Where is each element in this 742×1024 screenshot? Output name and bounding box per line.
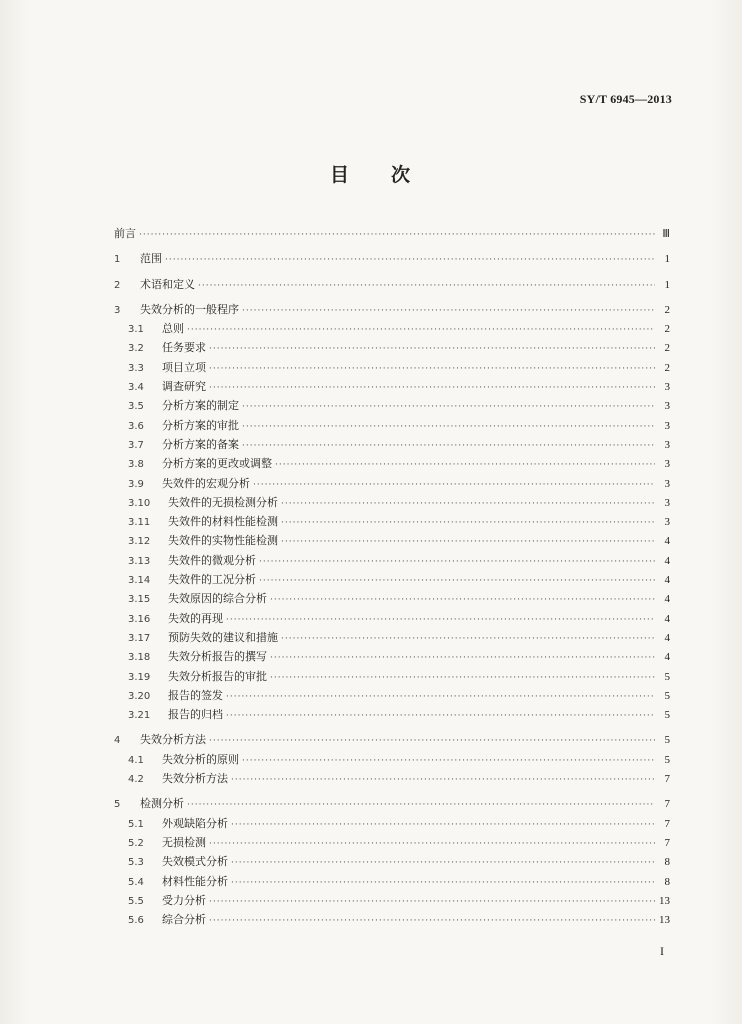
toc-leader-dots [139, 226, 655, 245]
toc-entry-page: 3 [664, 477, 670, 490]
toc-entry-label: 失效分析的一般程序 [140, 302, 239, 316]
toc-entry-number: 5 [114, 799, 121, 811]
toc-entry-number: 3.13 [128, 555, 151, 567]
toc-entry-page: 2 [664, 342, 670, 355]
toc-entry-page: 7 [664, 798, 670, 811]
toc-entry[interactable] [114, 474, 670, 493]
title-char-1: 目 [329, 164, 351, 186]
toc-leader-dots [242, 418, 655, 437]
toc-entry-page: 2 [664, 323, 670, 336]
toc-entry-number: 3.4 [128, 382, 144, 394]
toc-entry-label: 预防失效的建议和措施 [168, 630, 278, 644]
toc-entry[interactable] [114, 319, 670, 338]
toc-entry-page: 5 [664, 670, 670, 683]
toc-leader-dots [270, 669, 655, 688]
toc-entry-page: 5 [664, 709, 670, 722]
toc-leader-dots [209, 379, 655, 398]
toc-entry-label: 受力分析 [162, 893, 206, 907]
toc-entry-label: 材料性能分析 [162, 874, 228, 888]
toc-entry-number: 3.17 [128, 632, 151, 644]
toc-entry[interactable] [114, 416, 670, 435]
toc-entry-label: 项目立项 [162, 360, 206, 374]
toc-leader-dots [242, 437, 655, 456]
toc-entry-page: 4 [664, 535, 670, 548]
toc-leader-dots [275, 456, 655, 475]
toc-entry[interactable] [114, 705, 670, 724]
toc-entry-label: 调查研究 [162, 380, 206, 394]
toc-entry-page: 3 [664, 381, 670, 394]
toc-leader-dots [259, 572, 655, 591]
toc-entry[interactable] [114, 769, 670, 788]
toc-leader-dots [209, 732, 655, 751]
toc-entry-page: 3 [664, 419, 670, 432]
toc-entry[interactable] [114, 794, 670, 813]
page-number: I [660, 944, 664, 958]
page-title [0, 160, 742, 187]
toc-entry[interactable] [114, 852, 670, 871]
toc-entry-page: 4 [664, 651, 670, 664]
toc-entry[interactable] [114, 249, 670, 268]
toc-entry-number: 5.5 [128, 895, 144, 907]
toc-entry-page: 3 [664, 516, 670, 529]
toc-entry-number: 3.7 [128, 439, 144, 451]
toc-entry[interactable] [114, 300, 670, 319]
toc-leader-dots [270, 649, 655, 668]
toc-entry-number: 3.8 [128, 459, 144, 471]
toc-entry[interactable] [114, 435, 670, 454]
toc-entry-page: 4 [664, 593, 670, 606]
toc-entry[interactable] [114, 872, 670, 891]
toc-leader-dots [226, 688, 655, 707]
toc-leader-dots [198, 277, 655, 296]
toc-leader-dots [270, 591, 655, 610]
toc-leader-dots [187, 321, 655, 340]
toc-entry-label: 失效件的材料性能检测 [168, 515, 278, 529]
toc-entry-page: 4 [664, 574, 670, 587]
toc-entry-label: 前言 [114, 227, 136, 240]
toc-entry-page: 4 [664, 612, 670, 625]
toc-entry-label: 失效件的无损检测分析 [168, 495, 278, 509]
toc-entry-label: 失效件的微观分析 [168, 553, 256, 567]
table-of-contents [114, 224, 670, 929]
toc-entry-number: 3.3 [128, 362, 144, 374]
toc-entry-number: 3.16 [128, 613, 151, 625]
toc-entry[interactable] [114, 589, 670, 608]
toc-leader-dots [209, 835, 655, 854]
toc-leader-dots [242, 752, 655, 771]
toc-entry[interactable] [114, 570, 670, 589]
toc-entry-label: 分析方案的备案 [162, 437, 239, 451]
toc-entry-label: 范围 [140, 252, 162, 266]
toc-entry-label: 失效的再现 [168, 611, 223, 625]
toc-entry-label: 无损检测 [162, 835, 206, 849]
toc-entry-number: 5.1 [128, 818, 144, 830]
toc-entry-label: 分析方案的审批 [162, 418, 239, 432]
toc-entry-label: 报告的签发 [168, 688, 223, 702]
toc-leader-dots [242, 398, 655, 417]
toc-entry-number: 5.2 [128, 837, 144, 849]
toc-entry-number: 4.1 [128, 754, 144, 766]
toc-leader-dots [259, 553, 655, 572]
toc-entry[interactable] [114, 910, 670, 929]
toc-entry[interactable] [114, 224, 670, 243]
toc-entry-label: 分析方案的制定 [162, 399, 239, 413]
toc-entry-page: Ⅲ [662, 228, 670, 240]
toc-leader-dots [281, 533, 655, 552]
toc-entry-label: 总则 [162, 322, 184, 336]
toc-entry-number: 4.2 [128, 774, 144, 786]
toc-entry-number: 3.18 [128, 652, 151, 664]
toc-entry[interactable] [114, 609, 670, 628]
toc-entry[interactable] [114, 730, 670, 749]
toc-leader-dots [187, 796, 655, 815]
toc-leader-dots [231, 854, 655, 873]
toc-leader-dots [226, 707, 655, 726]
toc-entry[interactable] [114, 628, 670, 647]
toc-entry-page: 3 [664, 400, 670, 413]
toc-entry-label: 失效分析报告的撰写 [168, 650, 267, 664]
toc-entry-label: 失效分析报告的审批 [168, 669, 267, 683]
toc-entry-number: 3.10 [128, 497, 151, 509]
toc-entry-page: 2 [664, 303, 670, 316]
toc-entry-page: 5 [664, 753, 670, 766]
toc-entry-label: 术语和定义 [140, 277, 195, 291]
toc-entry-number: 3 [114, 304, 121, 316]
toc-entry-page: 2 [664, 361, 670, 374]
toc-entry-label: 失效模式分析 [162, 855, 228, 869]
toc-entry-number: 5.4 [128, 876, 144, 888]
toc-leader-dots [231, 771, 655, 790]
toc-leader-dots [209, 360, 655, 379]
toc-entry-label: 任务要求 [162, 341, 206, 355]
toc-entry-number: 3.1 [128, 324, 144, 336]
title-char-2: 次 [391, 164, 413, 186]
toc-entry-page: 7 [664, 817, 670, 830]
toc-entry-page: 7 [664, 773, 670, 786]
toc-entry[interactable] [114, 686, 670, 705]
toc-entry-page: 5 [664, 689, 670, 702]
toc-entry-number: 3.2 [128, 343, 144, 355]
toc-entry-number: 3.19 [128, 671, 151, 683]
toc-entry-number: 5.3 [128, 857, 144, 869]
toc-entry-page: 1 [664, 278, 670, 291]
toc-entry-number: 3.15 [128, 594, 151, 606]
toc-entry-label: 综合分析 [162, 913, 206, 927]
toc-entry[interactable] [114, 358, 670, 377]
toc-entry-label: 失效件的实物性能检测 [168, 534, 278, 548]
toc-leader-dots [242, 302, 655, 321]
toc-entry-label: 失效分析方法 [140, 733, 206, 747]
toc-entry-number: 2 [114, 279, 121, 291]
toc-entry-number: 3.5 [128, 401, 144, 413]
toc-entry-label: 失效件的宏观分析 [162, 476, 250, 490]
toc-entry-page: 3 [664, 438, 670, 451]
toc-entry-label: 失效分析的原则 [162, 752, 239, 766]
toc-entry-number: 3.6 [128, 420, 144, 432]
toc-entry-page: 4 [664, 554, 670, 567]
toc-leader-dots [165, 251, 655, 270]
toc-entry-page: 8 [664, 856, 670, 869]
toc-leader-dots [209, 912, 655, 931]
toc-leader-dots [226, 611, 655, 630]
toc-entry-page: 4 [664, 631, 670, 644]
toc-entry-number: 3.11 [128, 517, 151, 529]
toc-entry-number: 3.9 [128, 478, 144, 490]
toc-entry[interactable] [114, 512, 670, 531]
toc-entry-page: 13 [659, 894, 670, 907]
toc-leader-dots [253, 476, 655, 495]
toc-entry[interactable] [114, 647, 670, 666]
toc-entry-label: 失效分析方法 [162, 772, 228, 786]
toc-entry[interactable] [114, 275, 670, 294]
toc-leader-dots [209, 893, 655, 912]
toc-entry-page: 13 [659, 914, 670, 927]
toc-leader-dots [281, 630, 655, 649]
toc-entry[interactable] [114, 454, 670, 473]
toc-entry-page: 8 [664, 875, 670, 888]
toc-entry-number: 3.21 [128, 710, 151, 722]
toc-entry-number: 3.12 [128, 536, 151, 548]
toc-entry-number: 1 [114, 254, 121, 266]
toc-entry[interactable] [114, 750, 670, 769]
toc-leader-dots [231, 874, 655, 893]
toc-entry[interactable] [114, 493, 670, 512]
toc-entry-label: 失效件的工况分析 [168, 573, 256, 587]
toc-entry-number: 4 [114, 735, 121, 747]
toc-entry[interactable] [114, 891, 670, 910]
toc-entry-number: 5.6 [128, 915, 144, 927]
toc-entry[interactable] [114, 814, 670, 833]
toc-entry-page: 3 [664, 458, 670, 471]
toc-entry-label: 分析方案的更改或调整 [162, 457, 272, 471]
toc-leader-dots [209, 340, 655, 359]
toc-entry[interactable] [114, 338, 670, 357]
toc-entry-label: 报告的归档 [168, 708, 223, 722]
toc-entry-number: 3.14 [128, 575, 151, 587]
toc-entry[interactable] [114, 396, 670, 415]
toc-entry[interactable] [114, 531, 670, 550]
toc-leader-dots [281, 514, 655, 533]
toc-entry-page: 7 [664, 836, 670, 849]
toc-entry[interactable] [114, 833, 670, 852]
toc-entry-label: 检测分析 [140, 797, 184, 811]
toc-entry-page: 3 [664, 496, 670, 509]
standard-code: SY/T 6945—2013 [579, 92, 672, 106]
toc-entry[interactable] [114, 667, 670, 686]
toc-leader-dots [281, 495, 655, 514]
toc-entry-page: 5 [664, 734, 670, 747]
toc-entry-page: 1 [664, 253, 670, 266]
toc-entry-number: 3.20 [128, 690, 151, 702]
toc-entry-label: 失效原因的综合分析 [168, 592, 267, 606]
toc-entry[interactable] [114, 377, 670, 396]
toc-leader-dots [231, 816, 655, 835]
toc-entry-label: 外观缺陷分析 [162, 816, 228, 830]
toc-entry[interactable] [114, 551, 670, 570]
